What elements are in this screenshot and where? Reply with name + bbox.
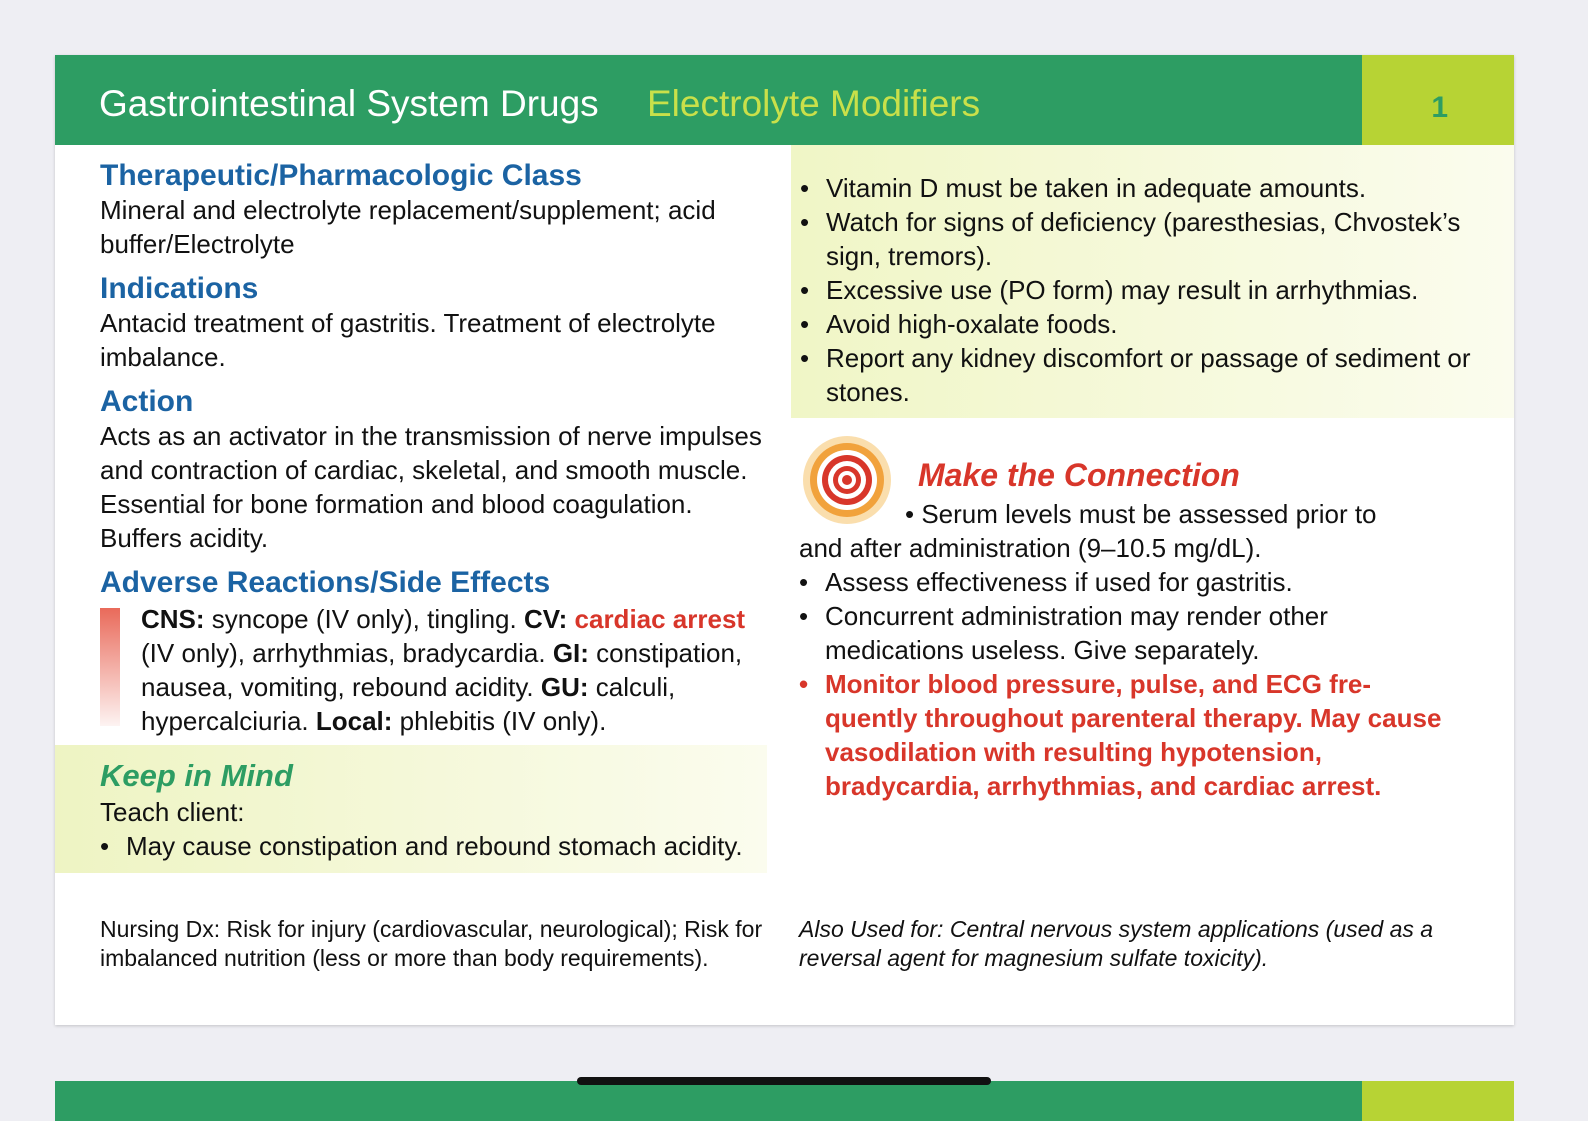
next-card-number-box: [1362, 1081, 1514, 1121]
gi-label: GI:: [552, 638, 589, 668]
cv-red-text: cardiac arrest: [567, 604, 746, 634]
connection-first-line-cont: and after administration (9–10.5 mg/dL).: [799, 533, 1262, 563]
nursing-dx: [100, 915, 780, 973]
right-info-box: [791, 145, 1514, 418]
indications-text: Antacid treatment of gastritis. Treatment of electrolyte imbalance.: [100, 308, 716, 372]
cns-text: syncope (IV only), tingling.: [204, 604, 524, 634]
list-item: • Assess effectiveness if used for gastritis.: [799, 565, 1449, 599]
connection-warning: • Monitor blood pressure, pulse, and ECG frequently throughout parenteral therapy. May cause vasodilation with resulting hypotension, bradycardia, arrhythmias, and cardiac arrest.: [799, 667, 1449, 803]
connection-list: [799, 565, 1449, 803]
list-item: • Excessive use (PO form) may result in arrhythmias.: [800, 273, 1500, 307]
action-text: Acts as an activator in the transmission of nerve impulses and contraction of cardiac, skeletal, and smooth muscle. Essential for bone formation and blood coagulation. Buffers acidity.: [100, 421, 762, 553]
local-label: Local:: [315, 706, 393, 736]
adverse-gradient-bar: [100, 608, 120, 726]
action-title: Action: [100, 385, 194, 418]
adverse-title: Adverse Reactions/Side Effects: [100, 566, 551, 599]
local-text: phlebitis (IV only).: [392, 706, 607, 736]
card-number: 1: [1431, 91, 1448, 124]
nursing-dx-text: Risk for injury (cardiovascular, neurological); Risk for imbalanced nutrition (less or more than body requirements).: [100, 916, 763, 971]
right-info-list: [800, 171, 1500, 409]
list-item: • Report any kidney discomfort or passage of sediment or stones.: [800, 341, 1500, 409]
nursing-dx-label: Nursing Dx:: [100, 916, 221, 942]
left-column: [100, 158, 770, 738]
next-card-header[interactable]: [55, 1081, 1514, 1121]
also-used-label: Also Used for:: [799, 916, 944, 942]
drug-card: [55, 55, 1514, 1025]
class-title: Therapeutic/Pharmacologic Class: [100, 159, 582, 192]
list-item: • May cause constipation and rebound stomach acidity.: [100, 829, 760, 863]
card-title: Gastrointestinal System Drugs: [99, 83, 599, 124]
connection-first-item: [799, 497, 1489, 565]
keep-in-mind-intro: Teach client:: [100, 797, 245, 827]
gu-text: calculi, hypercalciuria.: [141, 672, 676, 736]
gu-label: GU:: [540, 672, 589, 702]
card-header: [55, 55, 1514, 145]
cv-label: CV:: [523, 604, 568, 634]
also-used-text: Central nervous system applications (used as a reversal agent for magnesium sulfate toxicity).: [799, 916, 1434, 971]
keep-in-mind-list: [100, 829, 760, 863]
list-item: • Avoid high-oxalate foods.: [800, 307, 1500, 341]
adverse-effects: [100, 602, 770, 738]
cns-label: CNS:: [141, 604, 205, 634]
card-subtitle: Electrolyte Modifiers: [647, 83, 981, 124]
list-item: • Vitamin D must be taken in adequate amounts.: [800, 171, 1500, 205]
indications-title: Indications: [100, 272, 259, 305]
list-item: • Watch for signs of deficiency (paresthesias, Chvostek’s sign, tremors).: [800, 205, 1500, 273]
class-text: Mineral and electrolyte replacement/supplement; acid buffer/Electrolyte: [100, 195, 716, 259]
cv-text: (IV only), arrhythmias, bradycardia.: [141, 638, 553, 668]
gi-text: constipation, nausea, vomiting, rebound acidity.: [141, 638, 743, 702]
list-item: • Concurrent administration may render other medications useless. Give separately.: [799, 599, 1449, 667]
home-indicator[interactable]: [577, 1077, 991, 1085]
card-number-box: [1362, 55, 1514, 145]
keep-in-mind-title: Keep in Mind: [100, 758, 293, 793]
keep-in-mind-box: [55, 745, 767, 873]
connection-title: Make the Connection: [918, 457, 1240, 493]
connection-first-line: • Serum levels must be assessed prior to: [905, 499, 1377, 529]
also-used-for: [799, 915, 1469, 973]
